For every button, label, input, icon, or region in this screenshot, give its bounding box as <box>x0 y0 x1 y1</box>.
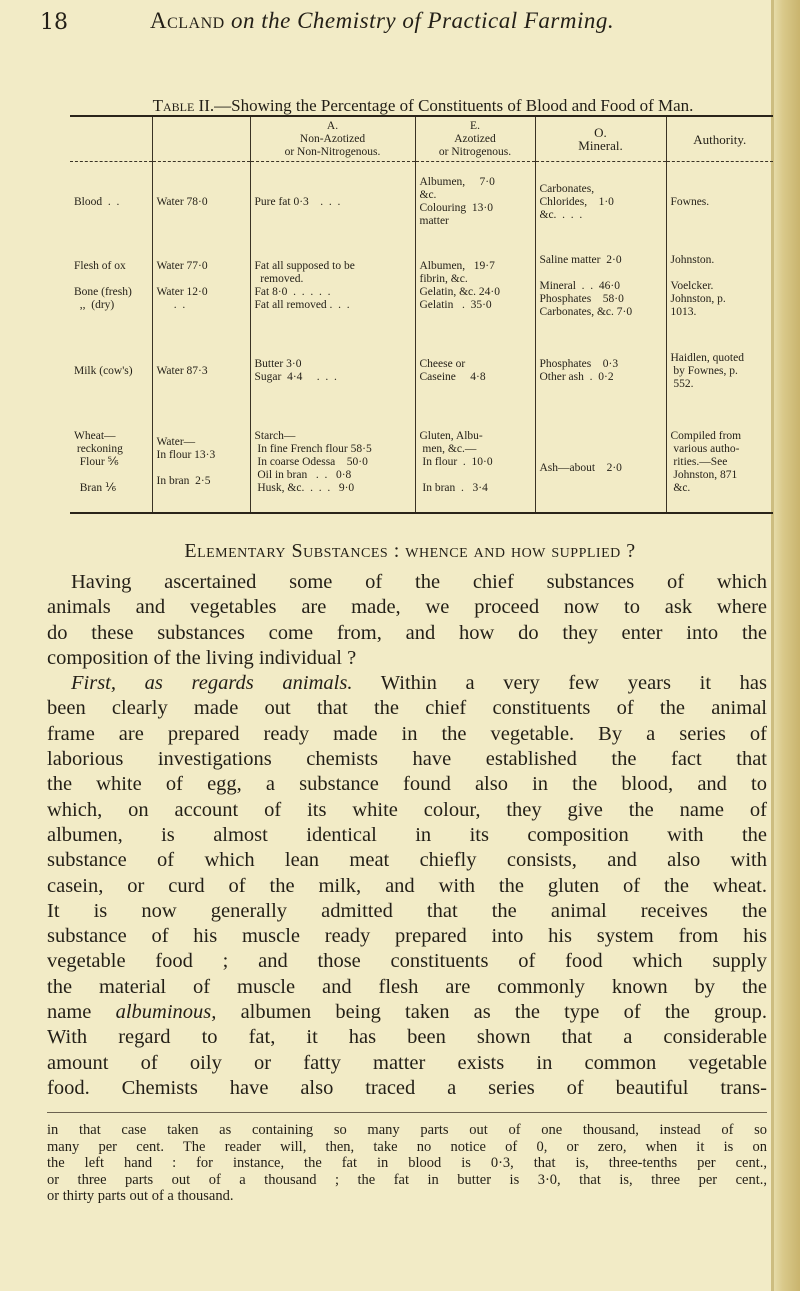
body-line: With regard to fat, it has been shown that a considerable <box>47 1026 767 1049</box>
table-row-wheat <box>70 412 773 513</box>
header-non-azotized: A. Non-Azotized or Non-Nitrogenous. <box>250 116 415 162</box>
italic-term: albuminous, <box>115 1001 217 1024</box>
footnote-line: or thirty parts out of a thousand. <box>47 1188 234 1204</box>
cell-non-azotized: Starch— In fine French flour 58·5 In coarse Odessa 50·0 Oil in bran . . 0·8 Husk, &c. . . . 9·0 <box>250 412 415 513</box>
body-line <box>47 671 767 696</box>
body-text <box>47 570 767 1101</box>
header-mineral: O. Mineral. <box>535 116 666 162</box>
body-line: the white of egg, a substance found also in the blood, and to <box>47 773 767 796</box>
table-row-blood <box>70 162 773 243</box>
cell-authority: Haidlen, quoted by Fownes, p. 552. <box>666 330 773 412</box>
cell-water: Water 87·3 <box>152 330 250 412</box>
body-line: which, on account of its white colour, they give the name of <box>47 798 767 821</box>
body-line: substance of which lean meat chiefly consists, and also with <box>47 849 767 872</box>
cell-mineral: Carbonates, Chlorides, 1·0 &c. . . . <box>535 162 666 243</box>
cell-mineral: Phosphates 0·3 Other ash . 0·2 <box>535 330 666 412</box>
cell-substance: Flesh of ox Bone (fresh) ,, (dry) <box>74 260 132 311</box>
body-line: laborious investigations chemists have established the fact that <box>47 748 767 771</box>
cell-mineral: Ash—about 2·0 <box>535 412 666 513</box>
footnote <box>47 1122 767 1205</box>
italic-phrase: First, as regards animals. <box>71 672 353 695</box>
cell-substance: Wheat— reckoning Flour ⅚ Bran ⅙ <box>74 429 123 494</box>
body-line <box>47 1000 767 1025</box>
running-head-author: Acland <box>150 8 225 33</box>
cell-authority: Johnston. Voelcker. Johnston, p. 1013. <box>666 242 773 330</box>
cell-substance: Blood . . <box>74 195 120 208</box>
body-line: It is now generally admitted that the animal receives the <box>47 899 767 922</box>
body-line: the material of muscle and flesh are commonly known by the <box>47 975 767 998</box>
cell-azotized: Cheese or Caseine 4·8 <box>415 330 535 412</box>
book-page-edge <box>772 0 800 1291</box>
body-line-start: name <box>47 1001 116 1024</box>
table-row-flesh-bone <box>70 242 773 330</box>
cell-water: Water 78·0 <box>152 162 250 243</box>
body-line: animals and vegetables are made, we proceed now to ask where <box>47 596 767 619</box>
footnote-line: in that case taken as containing so many parts out of one thousand, instead of so <box>47 1122 767 1138</box>
table-caption-label: Table II. <box>152 96 215 115</box>
body-line: composition of the living individual ? <box>47 646 357 669</box>
body-line: casein, or curd of the milk, and with the gluten of the wheat. <box>47 874 767 897</box>
cell-non-azotized: Fat all supposed to be removed. Fat 8·0 . . . . . Fat all removed . . . <box>250 242 415 330</box>
footnote-line: many per cent. The reader will, then, take no notice of 0, or zero, when it is on <box>47 1138 767 1155</box>
footnote-line: or three parts out of a thousand ; the fat in butter is 3·0, that is, three per cent., <box>47 1171 767 1188</box>
footnote-divider <box>47 1112 767 1113</box>
header-azotized: E. Azotized or Nitrogenous. <box>415 116 535 162</box>
body-line: albumen, is almost identical in its composition with the <box>47 823 767 846</box>
body-line: been clearly made out that the chief constituents of the animal <box>47 697 767 720</box>
section-heading: Elementary Substances : whence and how supplied ? <box>184 540 636 562</box>
table-row-milk <box>70 330 773 412</box>
cell-non-azotized: Pure fat 0·3 . . . <box>250 162 415 243</box>
cell-azotized: Gluten, Albu- men, &c.— In flour . 10·0 In bran . 3·4 <box>415 412 535 513</box>
cell-authority: Fownes. <box>666 162 773 243</box>
table-caption <box>68 96 778 116</box>
table-header-row <box>70 116 773 162</box>
cell-water: Water— In flour 13·3 In bran 2·5 <box>152 412 250 513</box>
running-head <box>150 8 614 34</box>
body-line: amount of oily or fatty matter exists in common vegetable <box>47 1051 767 1074</box>
table-caption-text: —Showing the Percentage of Constituents of Blood and Food of Man. <box>214 96 694 115</box>
body-line: Having ascertained some of the chief substances of which <box>71 571 767 593</box>
cell-azotized: Albumen, 19·7 fibrin, &c. Gelatin, &c. 24·0 Gelatin . 35·0 <box>415 242 535 330</box>
body-line-rest: Within a very few years it has <box>352 672 768 695</box>
header-substance <box>70 116 152 162</box>
body-line-rest: albumen being taken as the type of the group. <box>216 1001 767 1024</box>
constituents-table <box>70 115 773 514</box>
cell-non-azotized: Butter 3·0 Sugar 4·4 . . . <box>250 330 415 412</box>
body-line: frame are prepared ready made in the vegetable. By a series of <box>47 722 767 745</box>
header-authority: Authority. <box>666 116 773 162</box>
cell-water: Water 77·0 Water 12·0 . . <box>152 242 250 330</box>
body-line: substance of his muscle ready prepared into his system from his <box>47 925 767 948</box>
footnote-line: the left hand : for instance, the fat in blood is 0·3, that is, three-tenths per cent., <box>47 1155 767 1171</box>
page-number: 18 <box>40 10 68 35</box>
body-line: do these substances come from, and how do they enter into the <box>47 621 767 644</box>
body-line: food. Chemists have also traced a series of beautiful trans- <box>47 1076 767 1099</box>
cell-mineral: Saline matter 2·0 Mineral . . 46·0 Phosphates 58·0 Carbonates, &c. 7·0 <box>535 242 666 330</box>
cell-azotized: Albumen, 7·0 &c. Colouring 13·0 matter <box>415 162 535 243</box>
header-water <box>152 116 250 162</box>
body-line: vegetable food ; and those constituents of food which supply <box>47 950 767 973</box>
cell-substance: Milk (cow's) <box>74 364 133 377</box>
running-head-title: on the Chemistry of Practical Farming. <box>230 8 615 33</box>
cell-authority: Compiled from various autho- rities.—See Johnston, 871 &c. <box>666 412 773 513</box>
